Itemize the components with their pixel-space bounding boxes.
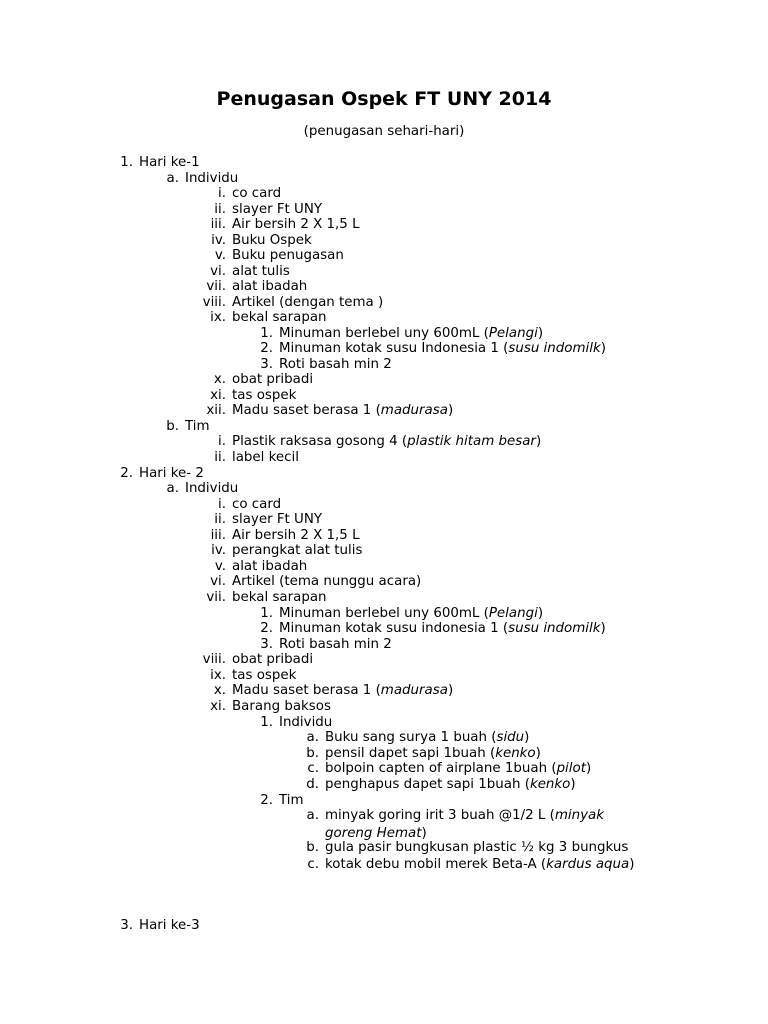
- list-item-text: co card: [232, 186, 282, 201]
- list-marker: 2.: [120, 466, 133, 481]
- list-item-emphasis: kenko: [495, 746, 536, 761]
- list-item-text: slayer Ft UNY: [232, 202, 323, 217]
- list-marker: a.: [166, 481, 179, 496]
- list-item-emphasis: plastik hitam besar: [407, 434, 536, 449]
- list-marker: c.: [307, 761, 319, 776]
- list-marker: viii.: [202, 295, 226, 310]
- list-item-text: Barang baksos: [232, 699, 331, 714]
- list-marker: a.: [166, 171, 179, 186]
- list-item-emphasis: susu indomilk: [508, 341, 601, 356]
- list-item-text: Minuman berlebel uny 600mL (Pelangi): [279, 326, 544, 341]
- list-item-text: pensil dapet sapi 1buah (kenko): [325, 746, 541, 761]
- list-marker: i.: [218, 434, 226, 449]
- list-item-emphasis: goreng Hemat: [325, 826, 422, 841]
- list-item-text: bekal sarapan: [232, 590, 327, 605]
- list-item-text: Tim: [279, 793, 304, 808]
- list-marker: 2.: [260, 621, 273, 636]
- list-marker: 1.: [120, 155, 133, 170]
- list-marker: xi.: [210, 699, 226, 714]
- list-marker: ix.: [210, 310, 226, 325]
- list-marker: 3.: [120, 918, 133, 933]
- list-item-text: Buku Ospek: [232, 233, 312, 248]
- list-item-text: Hari ke-1: [139, 155, 200, 170]
- list-marker: viii.: [202, 652, 226, 667]
- list-marker: x.: [213, 683, 226, 698]
- list-item-text: Air bersih 2 X 1,5 L: [232, 217, 360, 232]
- list-item-emphasis: sidu: [496, 730, 525, 745]
- list-item-emphasis: susu indomilk: [508, 621, 601, 636]
- list-item-emphasis: madurasa: [380, 403, 448, 418]
- list-item-text: label kecil: [232, 450, 299, 465]
- list-item-text: alat ibadah: [232, 279, 308, 294]
- list-marker: ix.: [210, 668, 226, 683]
- list-item-emphasis: pilot: [556, 761, 586, 776]
- list-marker: iv.: [211, 543, 226, 558]
- list-item-text: bekal sarapan: [232, 310, 327, 325]
- list-marker: ii.: [214, 512, 226, 527]
- list-item-emphasis: Pelangi: [488, 326, 538, 341]
- document-title: Penugasan Ospek FT UNY 2014: [216, 88, 552, 110]
- list-item-emphasis: Pelangi: [488, 606, 538, 621]
- list-marker: vi.: [210, 574, 226, 589]
- list-marker: 2.: [260, 341, 273, 356]
- list-marker: v.: [214, 248, 226, 263]
- list-item-text: Buku penugasan: [232, 248, 344, 263]
- list-item-text: Air bersih 2 X 1,5 L: [232, 528, 360, 543]
- document-subtitle: (penugasan sehari-hari): [303, 124, 465, 139]
- list-marker: xii.: [206, 403, 226, 418]
- list-marker: iii.: [210, 217, 226, 232]
- list-item-emphasis: kenko: [529, 777, 571, 792]
- list-marker: vii.: [206, 279, 226, 294]
- list-item-text: Madu saset berasa 1 (madurasa): [232, 403, 454, 418]
- list-marker: iv.: [211, 233, 226, 248]
- list-marker: x.: [213, 372, 226, 387]
- list-marker: 1.: [260, 326, 273, 341]
- list-item-text: Minuman kotak susu indonesia 1 (susu indomilk): [279, 621, 606, 636]
- list-marker: vi.: [210, 264, 226, 279]
- list-item-text: alat ibadah: [232, 559, 308, 574]
- list-item-text: minyak goring irit 3 buah @1/2 L (minyak: [325, 808, 604, 823]
- list-item-text: co card: [232, 497, 282, 512]
- list-marker: ii.: [214, 450, 226, 465]
- list-marker: 3.: [260, 637, 273, 652]
- list-marker: 1.: [260, 715, 273, 730]
- list-item-text: goreng Hemat): [325, 826, 427, 841]
- list-item-text: Minuman berlebel uny 600mL (Pelangi): [279, 606, 544, 621]
- list-item-text: tas ospek: [232, 668, 297, 683]
- list-item-text: obat pribadi: [232, 372, 314, 387]
- list-item-text: Tim: [185, 419, 210, 434]
- list-marker: a.: [306, 730, 319, 745]
- list-item-text: Minuman kotak susu Indonesia 1 (susu indomilk): [279, 341, 606, 356]
- list-marker: vii.: [206, 590, 226, 605]
- list-marker: 1.: [260, 606, 273, 621]
- list-item-text: Madu saset berasa 1 (madurasa): [232, 683, 454, 698]
- list-marker: ii.: [214, 202, 226, 217]
- list-item-text: Roti basah min 2: [279, 357, 392, 372]
- list-item-emphasis: madurasa: [380, 683, 448, 698]
- list-item-emphasis: minyak: [554, 808, 604, 823]
- list-marker: a.: [306, 808, 319, 823]
- list-item-emphasis: kardus aqua: [546, 857, 630, 872]
- list-item-text: Buku sang surya 1 buah (sidu): [325, 730, 530, 745]
- list-item-text: gula pasir bungkusan plastic ½ kg 3 bungkus: [325, 840, 629, 855]
- list-item-text: kotak debu mobil merek Beta-A (kardus aqua): [325, 857, 635, 872]
- list-item-text: Hari ke-3: [139, 918, 200, 933]
- list-marker: b.: [306, 746, 319, 761]
- list-marker: i.: [218, 186, 226, 201]
- list-marker: b.: [166, 419, 179, 434]
- list-item-text: Individu: [185, 481, 239, 496]
- list-item-text: penghapus dapet sapi 1buah (kenko): [325, 777, 576, 792]
- list-item-text: Artikel (tema nunggu acara): [232, 574, 422, 589]
- list-item-text: alat tulis: [232, 264, 290, 279]
- list-item-text: Hari ke- 2: [139, 466, 204, 481]
- list-marker: iii.: [210, 528, 226, 543]
- list-marker: i.: [218, 497, 226, 512]
- list-marker: v.: [214, 559, 226, 574]
- list-marker: xi.: [210, 388, 226, 403]
- list-item-text: Plastik raksasa gosong 4 (plastik hitam besar): [232, 434, 542, 449]
- list-marker: b.: [306, 840, 319, 855]
- list-item-text: tas ospek: [232, 388, 297, 403]
- list-item-text: Roti basah min 2: [279, 637, 392, 652]
- list-item-text: bolpoin capten of airplane 1buah (pilot): [325, 761, 592, 776]
- list-item-text: Individu: [185, 171, 239, 186]
- list-marker: c.: [307, 857, 319, 872]
- list-item-text: perangkat alat tulis: [232, 543, 363, 558]
- list-item-text: slayer Ft UNY: [232, 512, 323, 527]
- list-marker: 2.: [260, 793, 273, 808]
- list-marker: 3.: [260, 357, 273, 372]
- list-marker: d.: [306, 777, 319, 792]
- list-item-text: Artikel (dengan tema ): [232, 295, 384, 310]
- list-item-text: Individu: [279, 715, 333, 730]
- list-item-text: obat pribadi: [232, 652, 314, 667]
